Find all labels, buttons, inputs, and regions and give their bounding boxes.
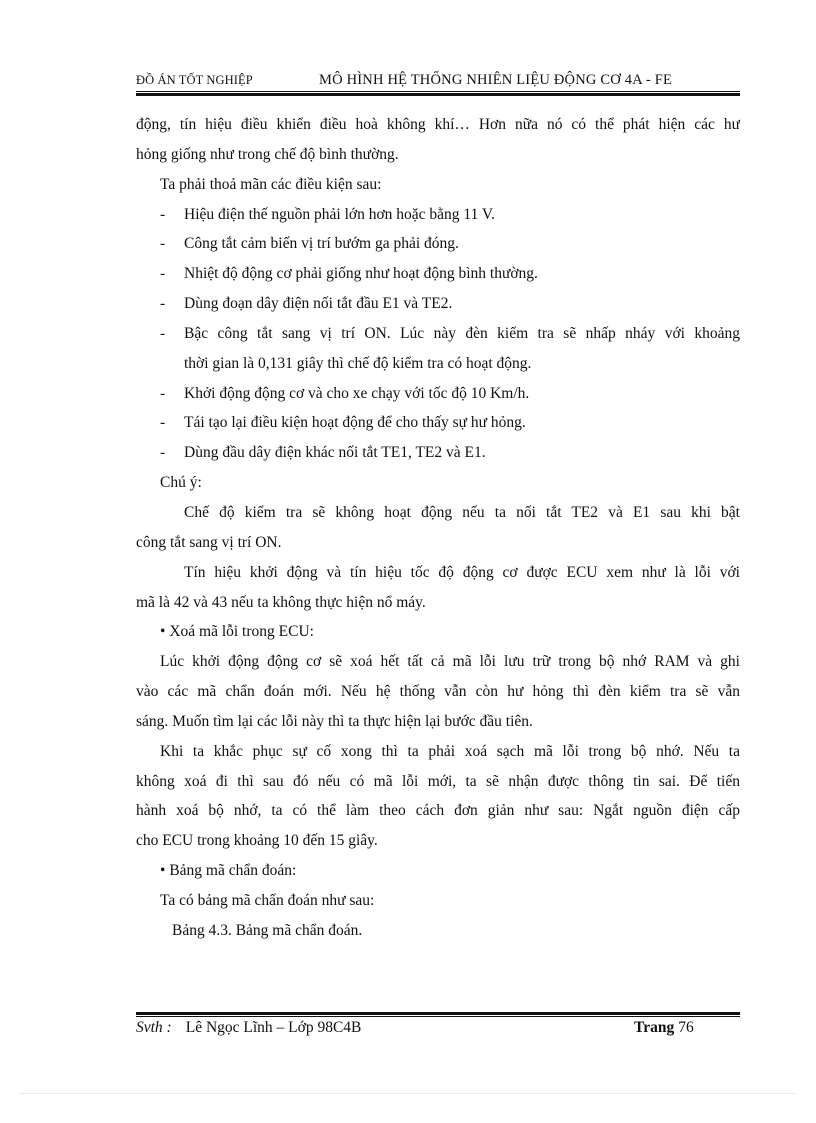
footer-rule-thick (136, 1012, 740, 1015)
paragraph-line: mã là 42 và 43 nếu ta không thực hiện nổ máy. (136, 593, 426, 611)
paragraph-line: Tín hiệu khởi động và tín hiệu tốc độ động cơ được ECU xem như là lỗi với (184, 563, 740, 581)
condition-item (136, 319, 740, 349)
table-intro: Ta có bảng mã chẩn đoán như sau: (160, 891, 375, 909)
condition-text: Dùng đoạn dây điện nối tắt đầu E1 và TE2. (184, 295, 453, 313)
section-heading-table (136, 856, 740, 886)
page-body (136, 110, 740, 946)
condition-text: Công tắt cảm biến vị trí bướm ga phải đóng. (184, 235, 459, 253)
header-rule-thick (136, 93, 740, 96)
paragraph-line: động, tín hiệu điều khiển điều hoà không khí… Hơn nữa nó có thể phát hiện các hư (136, 116, 740, 133)
page-edge-divider (20, 1093, 796, 1094)
condition-text: Bậc công tắt sang vị trí ON. Lúc này đèn kiểm tra sẽ nhấp nháy với khoảng (184, 324, 740, 342)
paragraph-line: công tắt sang vị trí ON. (136, 533, 282, 551)
dash-marker: - (160, 384, 166, 402)
paragraph-line: Chế độ kiểm tra sẽ không hoạt động nếu ta nối tắt TE2 và E1 sau khi bật (184, 503, 740, 521)
footer-page (634, 1019, 694, 1037)
condition-item (136, 289, 740, 319)
author-name: Lê Ngọc Lĩnh – Lớp 98C4B (185, 1019, 362, 1036)
condition-item (136, 229, 740, 259)
dash-marker: - (160, 205, 166, 223)
condition-text: Tái tạo lại điều kiện hoạt động để cho thấy sự hư hỏng. (184, 414, 526, 432)
dash-marker: - (160, 295, 166, 313)
condition-item (136, 200, 740, 230)
footer-rule-thin (136, 1016, 740, 1017)
table-caption: Bảng 4.3. Bảng mã chẩn đoán. (172, 921, 363, 939)
header-right-title: MÔ HÌNH HỆ THỐNG NHIÊN LIỆU ĐỘNG CƠ 4A - FE (319, 72, 673, 88)
page-number: 76 (678, 1019, 694, 1036)
page-label: Trang (634, 1019, 675, 1036)
author-label: Svth : (136, 1019, 172, 1036)
condition-text: Nhiệt độ động cơ phải giống như hoạt động bình thường. (184, 265, 538, 283)
paragraph-line: Lúc khởi động động cơ sẽ xoá hết tất cả mã lỗi lưu trữ trong bộ nhớ RAM và ghi (160, 653, 740, 671)
condition-continuation: thời gian là 0,131 giây thì chế độ kiểm tra có hoạt động. (184, 354, 532, 372)
conditions-intro: Ta phải thoả mãn các điều kiện sau: (160, 175, 382, 193)
dash-marker: - (160, 324, 166, 342)
condition-text: Hiệu điện thế nguồn phải lớn hơn hoặc bằng 11 V. (184, 205, 495, 223)
header-rule-thin (136, 91, 740, 92)
condition-item (136, 438, 740, 468)
paragraph-line: cho ECU trong khoảng 10 đến 15 giây. (136, 832, 378, 850)
bullet-marker: • (160, 862, 166, 880)
condition-text: Khởi động động cơ và cho xe chạy với tốc độ 10 Km/h. (184, 384, 530, 402)
section-heading-text: Bảng mã chẩn đoán: (169, 862, 297, 880)
dash-marker: - (160, 235, 166, 253)
paragraph-line: hành xoá bộ nhớ, ta có thể làm theo cách đơn giản như sau: Ngắt nguồn điện cấp (136, 802, 740, 820)
section-heading-clear (136, 617, 740, 647)
dash-marker: - (160, 444, 166, 462)
condition-text: Dùng đầu dây điện khác nối tắt TE1, TE2 và E1. (184, 444, 486, 462)
bullet-marker: • (160, 623, 166, 641)
paragraph-line: sáng. Muốn tìm lại các lỗi này thì ta thực hiện lại bước đầu tiên. (136, 712, 533, 730)
condition-item (136, 379, 740, 409)
condition-item (136, 259, 740, 289)
dash-marker: - (160, 414, 166, 432)
paragraph-line: không xoá đi thì sau đó nếu có mã lỗi mới, ta sẽ nhận được thông tin sai. Để tiến (136, 772, 740, 790)
dash-marker: - (160, 265, 166, 283)
note-label: Chú ý: (160, 474, 202, 492)
section-heading-text: Xoá mã lỗi trong ECU: (169, 623, 314, 641)
paragraph-line: hỏng giống như trong chế độ bình thường. (136, 145, 399, 163)
paragraph-line: Khi ta khắc phục sự cố xong thì ta phải xoá sạch mã lỗi trong bộ nhớ. Nếu ta (160, 742, 740, 760)
paragraph-line: vào các mã chẩn đoán mới. Nếu hệ thống vẫn còn hư hỏng thì đèn kiểm tra sẽ vẫn (136, 683, 740, 701)
footer-author (136, 1019, 361, 1037)
condition-item (136, 408, 740, 438)
header-left-title: ĐỒ ÁN TỐT NGHIỆP (136, 73, 253, 87)
